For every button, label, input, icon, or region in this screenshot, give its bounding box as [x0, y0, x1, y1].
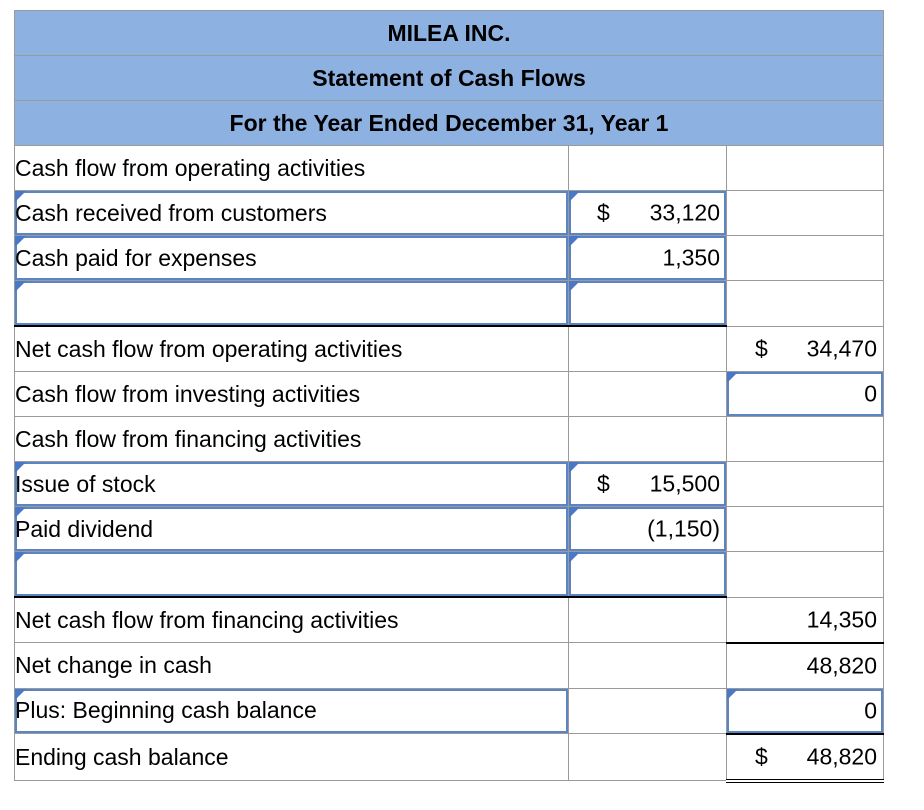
operating-item-row: [15, 236, 884, 281]
amount-value: 1,350: [662, 244, 720, 271]
amount-value: 48,820: [806, 743, 878, 769]
financing-item-label-input[interactable]: Issue of stock: [15, 462, 569, 507]
amount-value: 15,500: [649, 470, 720, 497]
operating-item-amount-input[interactable]: [569, 236, 727, 281]
financing-section-title: Cash flow from financing activities: [15, 417, 569, 462]
dollar-sign: $: [597, 470, 610, 497]
net-change-row: [15, 643, 884, 689]
financing-item-label-input[interactable]: [15, 552, 569, 598]
financing-item-row: [15, 507, 884, 552]
operating-item-amount-input[interactable]: [569, 191, 727, 236]
beginning-balance-label-input[interactable]: Plus: Beginning cash balance: [15, 688, 569, 734]
financing-item-amount-input[interactable]: [569, 462, 727, 507]
amount-value: 48,820: [806, 652, 878, 678]
operating-section-title: Cash flow from operating activities: [15, 146, 569, 191]
company-name: MILEA INC.: [15, 11, 884, 56]
ending-balance-row: [15, 734, 884, 781]
operating-item-amount-input[interactable]: [569, 281, 727, 327]
dollar-sign: $: [755, 335, 768, 362]
dollar-sign: $: [597, 199, 610, 226]
investing-row: [15, 372, 884, 417]
amount-value: 14,350: [806, 606, 878, 632]
amount-value: 0: [864, 697, 878, 723]
operating-item-label-input[interactable]: Cash paid for expenses: [15, 236, 569, 281]
investing-amount-input[interactable]: [727, 372, 884, 417]
operating-net-amount: [727, 326, 884, 372]
financing-item-row: [15, 462, 884, 507]
amount-value: 0: [864, 380, 878, 407]
statement-title: Statement of Cash Flows: [15, 56, 884, 101]
operating-title-row: [15, 146, 884, 191]
operating-item-label-input[interactable]: Cash received from customers: [15, 191, 569, 236]
investing-label: Cash flow from investing activities: [15, 372, 569, 417]
financing-net-label: Net cash flow from financing activities: [15, 597, 569, 643]
beginning-balance-amount-input[interactable]: [727, 688, 884, 734]
header-row-company: [15, 11, 884, 56]
amount-value: 34,470: [806, 335, 878, 362]
financing-item-row-empty: [15, 552, 884, 598]
dollar-sign: $: [755, 743, 768, 769]
operating-net-row: [15, 326, 884, 372]
statement-period: For the Year Ended December 31, Year 1: [15, 101, 884, 146]
amount-value: 33,120: [649, 199, 720, 226]
financing-net-row: [15, 597, 884, 643]
operating-item-row-empty: [15, 281, 884, 327]
operating-item-label-input[interactable]: [15, 281, 569, 327]
financing-net-amount: [727, 597, 884, 643]
financing-title-row: [15, 417, 884, 462]
header-row-period: [15, 101, 884, 146]
ending-balance-amount: [727, 734, 884, 781]
financing-item-amount-input[interactable]: [569, 552, 727, 598]
ending-balance-label: Ending cash balance: [15, 734, 569, 781]
header-row-statement: [15, 56, 884, 101]
financing-item-amount-input[interactable]: [569, 507, 727, 552]
financing-item-label-input[interactable]: Paid dividend: [15, 507, 569, 552]
net-change-amount: [727, 643, 884, 689]
beginning-balance-row: [15, 688, 884, 734]
amount-value: (1,150): [647, 515, 720, 542]
net-change-label: Net change in cash: [15, 643, 569, 689]
operating-item-row: [15, 191, 884, 236]
operating-net-label: Net cash flow from operating activities: [15, 326, 569, 372]
cash-flow-statement: [14, 10, 884, 783]
